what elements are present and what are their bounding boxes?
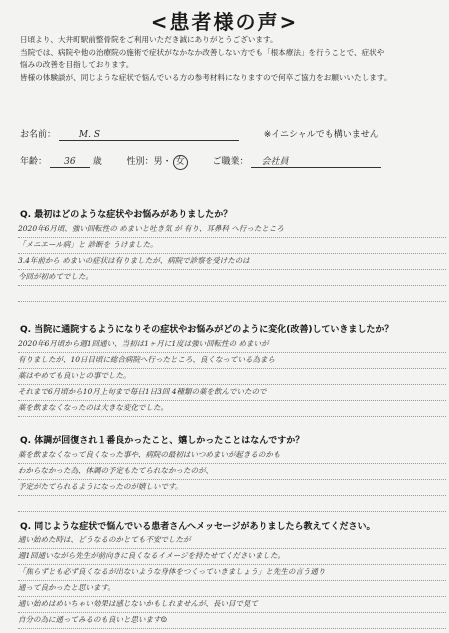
question-4: Q. 同じような症状で悩んでいる患者さんへメッセージがありましたら教えてください。	[20, 522, 376, 532]
age-unit: 歳	[92, 157, 102, 167]
name-note: ※イニシャルでも構いません	[263, 130, 379, 140]
job-value: 会社員	[251, 154, 381, 168]
answer-line-blank	[18, 286, 446, 302]
name-label: お名前：	[20, 130, 57, 140]
answer-line: 通って良かったと思います。	[18, 581, 446, 597]
answer-line: 自分の為に通ってみるのも良いと思います☺	[18, 613, 446, 629]
name-row	[20, 127, 379, 141]
answer-line-blank	[18, 496, 446, 512]
answer-line: 今回が初めてでした。	[18, 270, 446, 286]
answer-line: 週1回通いながら先生が前向きに良くなるイメージを持たせてくださいました。	[18, 549, 446, 565]
answer-line: わからなかった為、体調の予定もたてられなかったのが、	[18, 464, 446, 480]
gender-selected: 女	[173, 155, 188, 170]
profile-row	[20, 154, 381, 170]
question-2: Q. 当院に通院するようになりその症状やお悩みがどのように変化(改善)していきましたか？	[20, 325, 394, 335]
answer-line: 薬を飲まなくなったのは大きな変化でした。	[18, 401, 446, 417]
intro-text	[20, 34, 440, 84]
answer-line: 薬はやめても良いとの事でした。	[18, 369, 446, 385]
answer-2	[18, 337, 446, 417]
intro-line: 当院では、病院や他の治療院の施術で症状がなかなか改善しない方でも「根本療法」を行うことで、症状や	[20, 47, 385, 57]
answer-line: 通い始めた時は、どうなるのかとても不安でしたが	[18, 533, 446, 549]
answer-line: 予定がたてられるようになったのが嬉しいです。	[18, 480, 446, 496]
intro-line: 日頃より、大井町駅前整骨院をご利用いただき誠にありがとうございます。	[20, 35, 278, 44]
page-title: <患者様の声>	[150, 10, 299, 34]
age-value: 36	[50, 157, 90, 168]
age-label: 年齢：	[20, 157, 48, 167]
answer-line: 薬を飲まなくなって良くなった事や、病院の最初はいつめまいが起きるのかも	[18, 448, 446, 464]
answer-line: 3.4年前から めまいの症状は有りましたが、病院で診察を受けたのは	[18, 254, 446, 270]
question-3: Q. 体調が回復され１番良かったこと、嬉しかったことはなんですか？	[20, 436, 305, 446]
answer-4	[18, 533, 446, 629]
job-label: ご職業：	[212, 157, 249, 167]
name-value: M. S	[59, 130, 239, 141]
question-1: Q. 最初はどのような症状やお悩みがありましたか？	[20, 210, 233, 220]
answer-line: 有りましたが、10日目頃に総合病院へ行ったところ、良くなっている為まら	[18, 353, 446, 369]
answer-line: 通い始めはめいちゃい効果は感じないかもしれませんが、長い目で見て	[18, 597, 446, 613]
answer-line: 「焦らずとも必ず良くなるが出ないような身体をつくっていきましょう」と先生の言う通り	[18, 565, 446, 581]
answer-line: それまで6月頃から10月上旬まで毎日1日3回 4種類の薬を飲んでいたので	[18, 385, 446, 401]
answer-1	[18, 222, 446, 302]
answer-line: 2020年6月頃、強い回転性の めまいと吐き気 が 有り、耳鼻科 へ行ったところ	[18, 222, 446, 238]
intro-line: 皆様の体験談が、同じような症状で悩んでいる方の参考材料になりますので何卒ご協力をお願いいたします。	[20, 72, 392, 82]
intro-line: 悩みの改善を目指しております。	[20, 60, 134, 69]
answer-line: 「メニエール病」と 診断を うけました。	[18, 238, 446, 254]
gender-label: 性別：男・	[126, 157, 172, 167]
answer-3	[18, 448, 446, 512]
answer-line: 2020年6月頃から週1回通い、当初は1ヶ月に1度は強い回転性の めまいが	[18, 337, 446, 353]
